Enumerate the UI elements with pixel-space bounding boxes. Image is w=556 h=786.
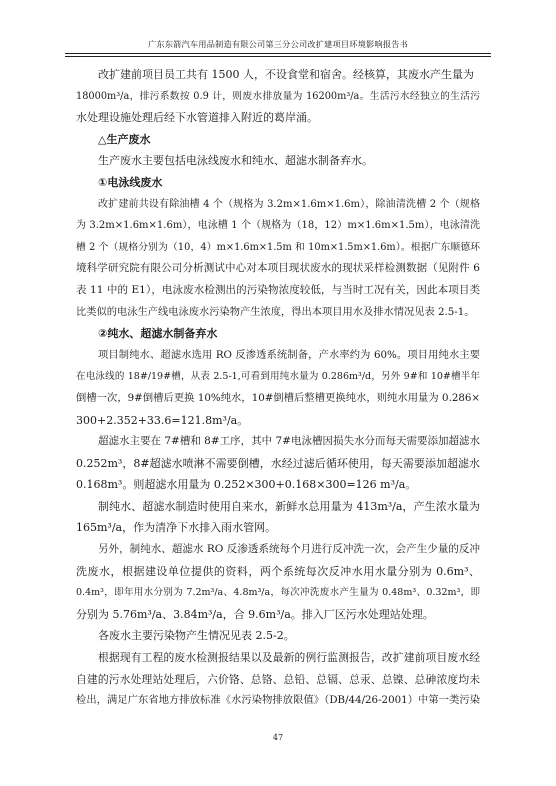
section-heading: ②纯水、超滤水制备弃水 [98,327,218,341]
page-body [76,64,480,712]
text-line: 境科学研究院有限公司分析测试中心对本项目现状废水的现状采样检测数据（见附件 6 [76,262,480,275]
text-line: 在电泳线的 18#/19#槽，从表 2.5-1,可看到用纯水量为 0.286m³/d，另外 9#和 10#槽半年 [76,371,480,383]
section-heading: ①电泳线废水 [98,175,163,189]
text-line: 表 11 中的 E1），电泳废水检测出的污染物浓度较低，与当时工况有关，因此本项目类 [76,283,480,296]
text-line: 洗废水，根据建设单位提供的资料，两个系统每次反冲水用水量分别为 0.6m³、 [76,564,480,578]
text-line: 0.168m³。则超滤水用量为 0.252×300+0.168×300=126 m³/a。 [76,478,417,492]
text-line: 超滤水主要在 7#槽和 8#工序，其中 7#电泳槽因损失水分而每天需要添加超滤水 [98,435,480,448]
text-line: 300+2.352+33.6=121.8m³/a。 [76,413,249,427]
text-line: 槽 2 个（规格分别为（10，4）m×1.6m×1.5m 和 10m×1.5m×1.6m）。根据广东顺德环 [76,241,480,253]
text-line: 比类似的电泳生产线电泳废水污染物产生浓度，得出本项目用水及排水情况见表 2.5-1。 [76,305,475,318]
header-rule [65,53,491,54]
page-number: 47 [272,733,284,742]
text-line: 水处理设施处理后经下水管道排入附近的葛岸涌。 [76,111,318,125]
text-line: 倒槽一次，9#倒槽后更换 10%纯水，10#倒槽后整槽更换纯水，则纯水用量为 0.286× [76,391,480,404]
text-line: 18000m³/a，排污系数按 0.9 计，则废水排放量为 16200m³/a。生活污水经独立的生活污 [76,90,480,102]
text-line: 生产废水主要包括电泳线废水和纯水、超滤水制备弃水。 [98,154,373,168]
text-line: 制纯水、超滤水制造时使用自来水，新鲜水总用量为 413m³/a，产生浓水量为 [98,499,480,513]
text-line: 165m³/a，作为清净下水排入雨水管网。 [76,521,277,535]
text-line: 改扩建前项目员工共有 1500 人，不设食堂和宿舍。经核算，其废水产生量为 [98,68,474,81]
text-line: 0.252m³，8#超滤水喷淋不需要倒槽，水经过滤后循环使用，每天需要添加超滤水 [76,456,480,470]
text-line: 根据现有工程的废水检测报结果以及最新的例行监测报告，改扩建前项目废水经 [98,651,480,665]
text-line: 检出，满足广东省地方排放标准《水污染物排放限值》（DB/44/26-2001）中第一类污染 [76,694,480,707]
text-line: 各废水主要污染物产生情况见表 2.5-2。 [98,629,295,643]
header-rule-thin [65,56,491,57]
text-line: 改扩建前共设有除油槽 4 个（规格为 3.2m×1.6m×1.6m），除油清洗槽 2 个（规格 [98,198,480,210]
text-line: 项目制纯水、超滤水选用 RO 反渗透系统制备，产水率约为 60%。项目用纯水主要 [98,348,480,361]
text-line: 另外，制纯水、超滤水 RO 反渗透系统每个月进行反冲洗一次，会产生少量的反冲 [98,543,480,556]
text-line: 自建的污水处理站处理后，六价铬、总铬、总铅、总镉、总汞、总镍、总砷浓度均未 [76,672,480,686]
text-line: 分别为 5.76m³/a、3.84m³/a，合 9.6m³/a。排入厂区污水处理站处理。 [76,607,434,621]
text-line: 为 3.2m×1.6m×1.6m），电泳槽 1 个（规格为（18，12）m×1.6m×1.5m），电泳清洗 [76,220,480,232]
text-line: 0.4m³，即年用水分别为 7.2m³/a、4.8m³/a，每次冲洗废水产生量为 0.48m³、0.32m³，即 [76,587,480,599]
section-heading: △生产废水 [98,132,151,146]
running-header: 广东东箭汽车用品制造有限公司第三分公司改扩建项目环境影响报告书 [147,39,408,49]
